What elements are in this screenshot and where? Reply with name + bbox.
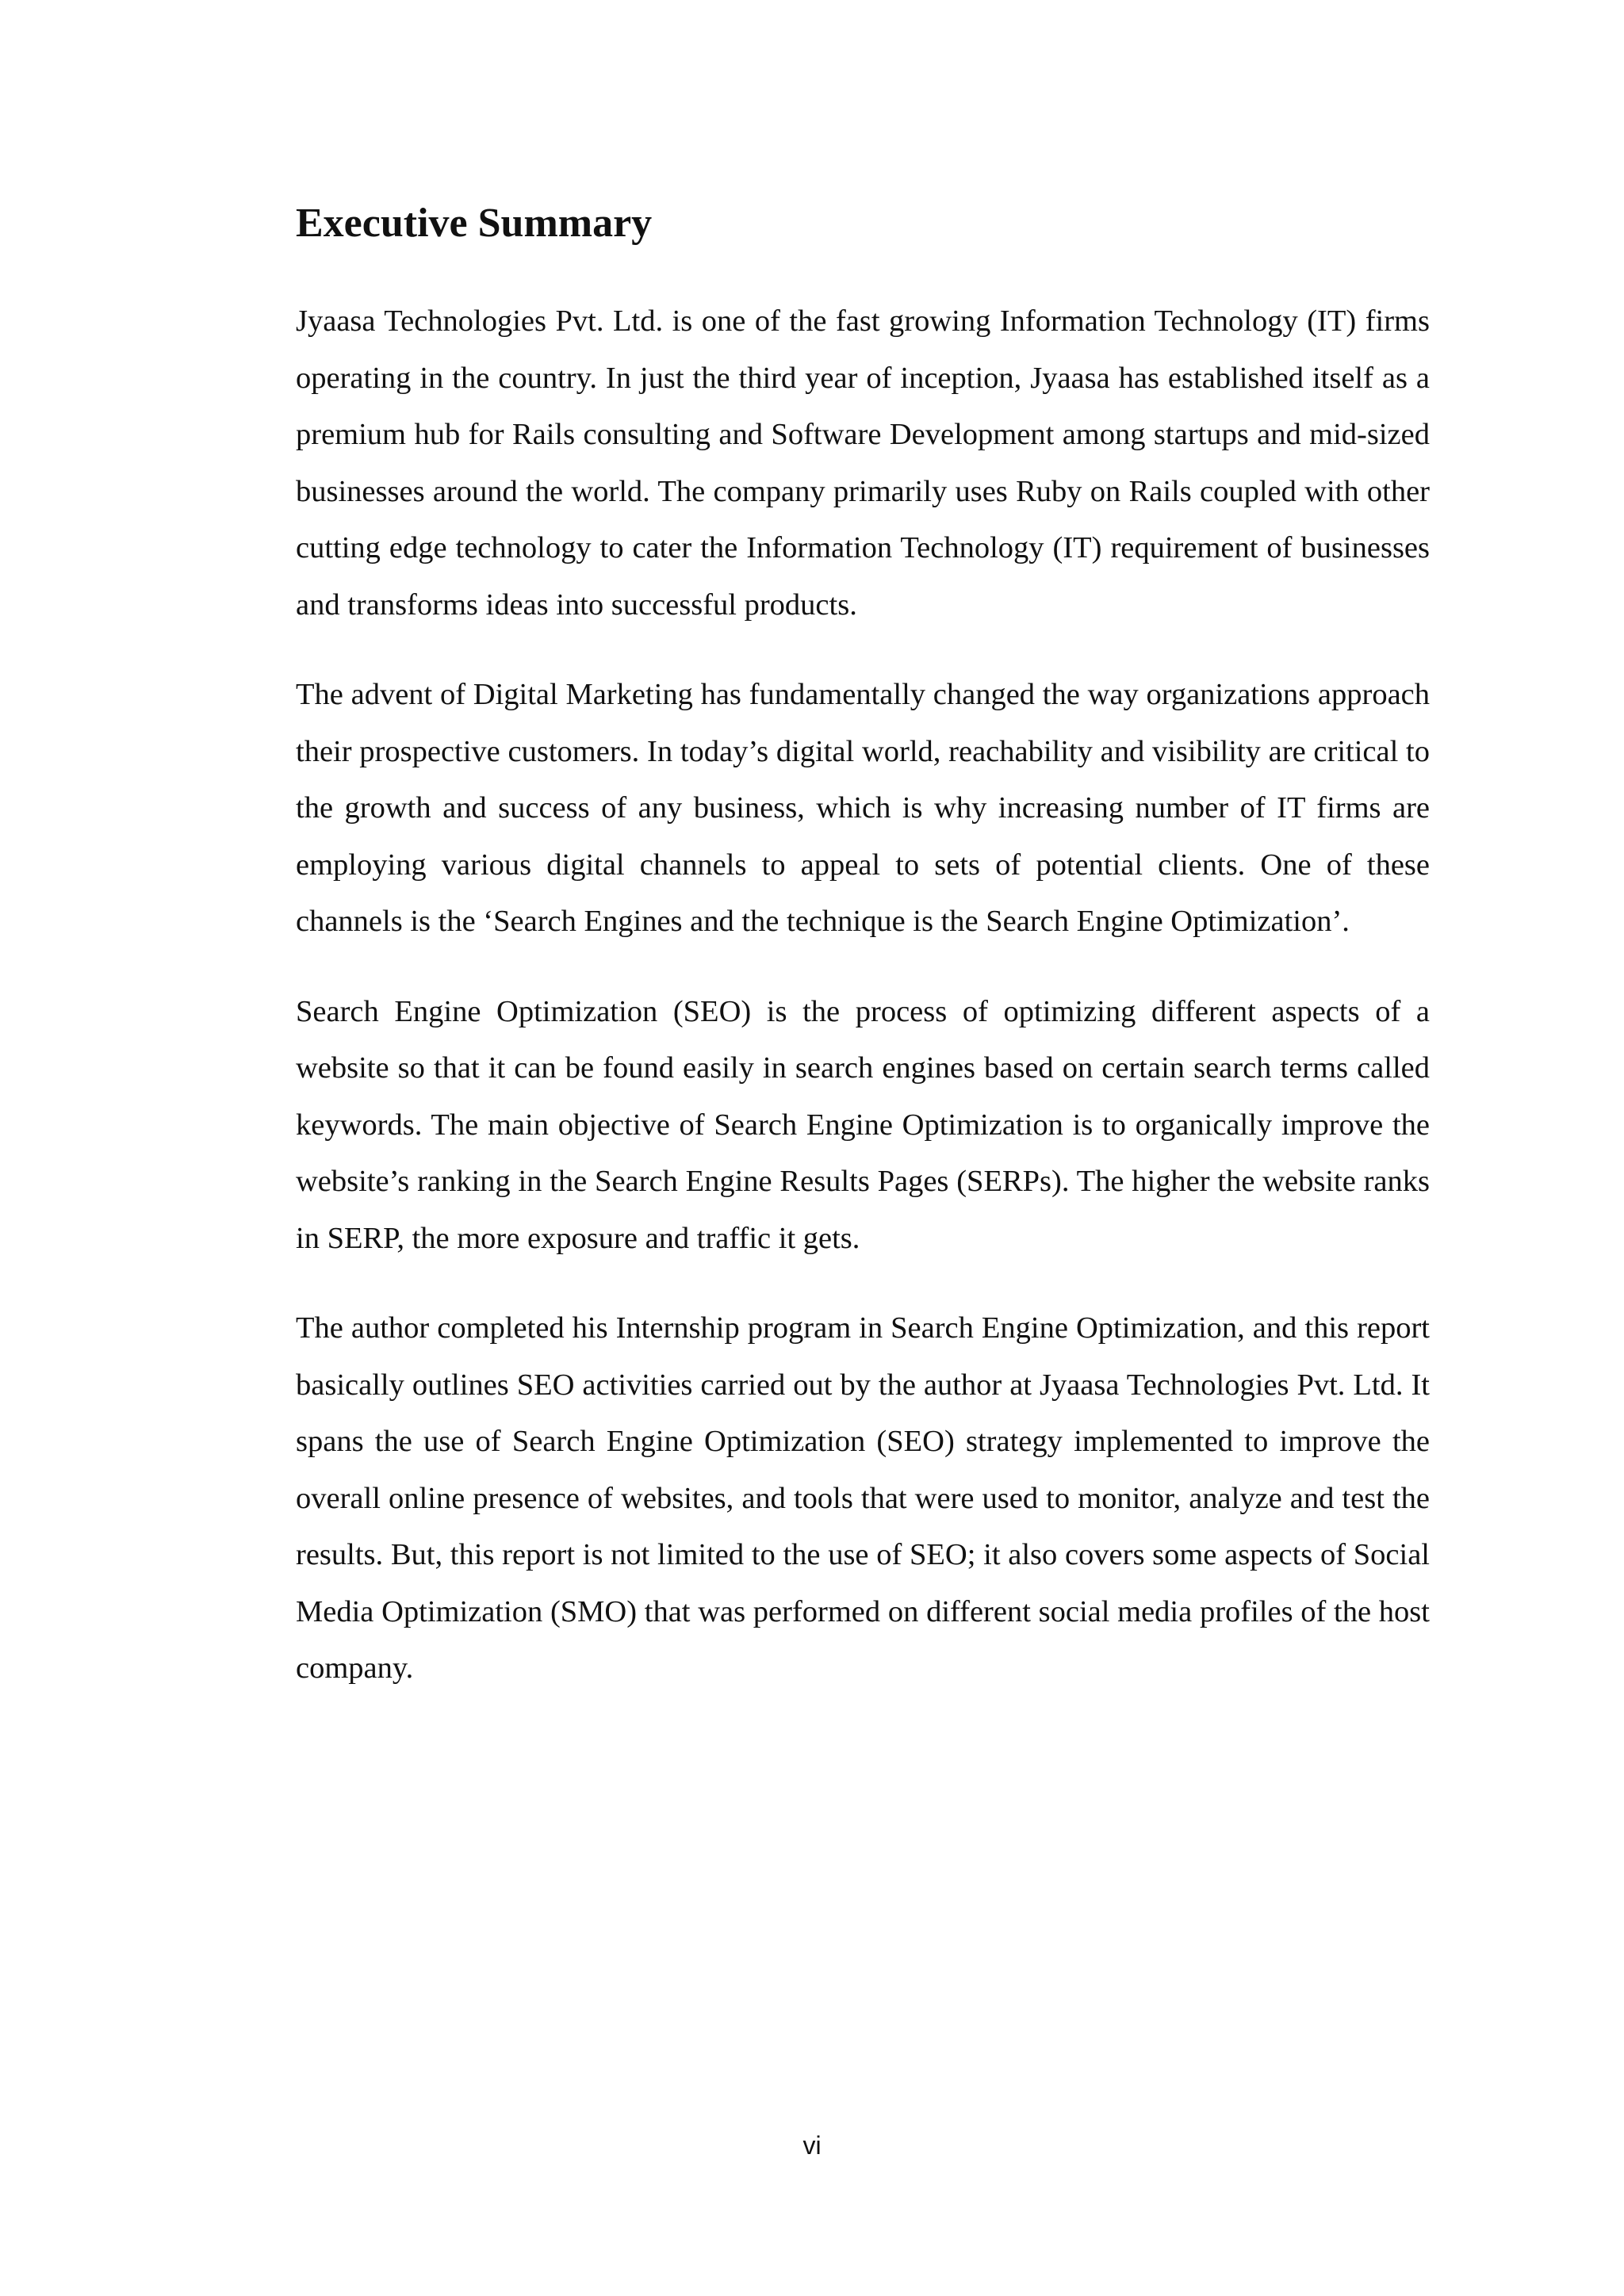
paragraph-digital-marketing: The advent of Digital Marketing has fundamentally changed the way organizations approach their prospective customers. In today’s digital world, reachability and visibility are critical to the growth and success of any business, which is why increasing number of IT firms are employing various digital channels to appeal to sets of potential clients. One of these channels is the ‘Search Engines and the technique is the Search Engine Optimization’. xyxy=(296,678,1430,938)
body-text xyxy=(296,293,1430,1697)
paragraph-company-overview: Jyaasa Technologies Pvt. Ltd. is one of the fast growing Information Technology (IT) firms operating in the country. In just the third year of inception, Jyaasa has established itself as a premium hub for Rails consulting and Software Development among startups and mid-sized businesses around the world. The company primarily uses Ruby on Rails coupled with other cutting edge technology to cater the Information Technology (IT) requirement of businesses and transforms ideas into successful products. xyxy=(296,304,1430,622)
paragraph-seo-definition: Search Engine Optimization (SEO) is the process of optimizing different aspects of a website so that it can be found easily in search engines based on certain search terms called keywords. The main objective of Search Engine Optimization is to organically improve the website’s ranking in the Search Engine Results Pages (SERPs). The higher the website ranks in SERP, the more exposure and traffic it gets. xyxy=(296,994,1430,1255)
page-title: Executive Summary xyxy=(296,201,653,246)
page-number: vi xyxy=(802,2131,822,2160)
page-content xyxy=(296,189,1430,1731)
paragraph-report-scope: The author completed his Internship program in Search Engine Optimization, and this report basically outlines SEO activities carried out by the author at Jyaasa Technologies Pvt. Ltd. It spans the use of Search Engine Optimization (SEO) strategy implemented to improve the overall online presence of websites, and tools that were used to monitor, analyze and test the results. But, this report is not limited to the use of SEO; it also covers some aspects of Social Media Optimization (SMO) that was performed on different social media profiles of the host company. xyxy=(296,1311,1430,1685)
